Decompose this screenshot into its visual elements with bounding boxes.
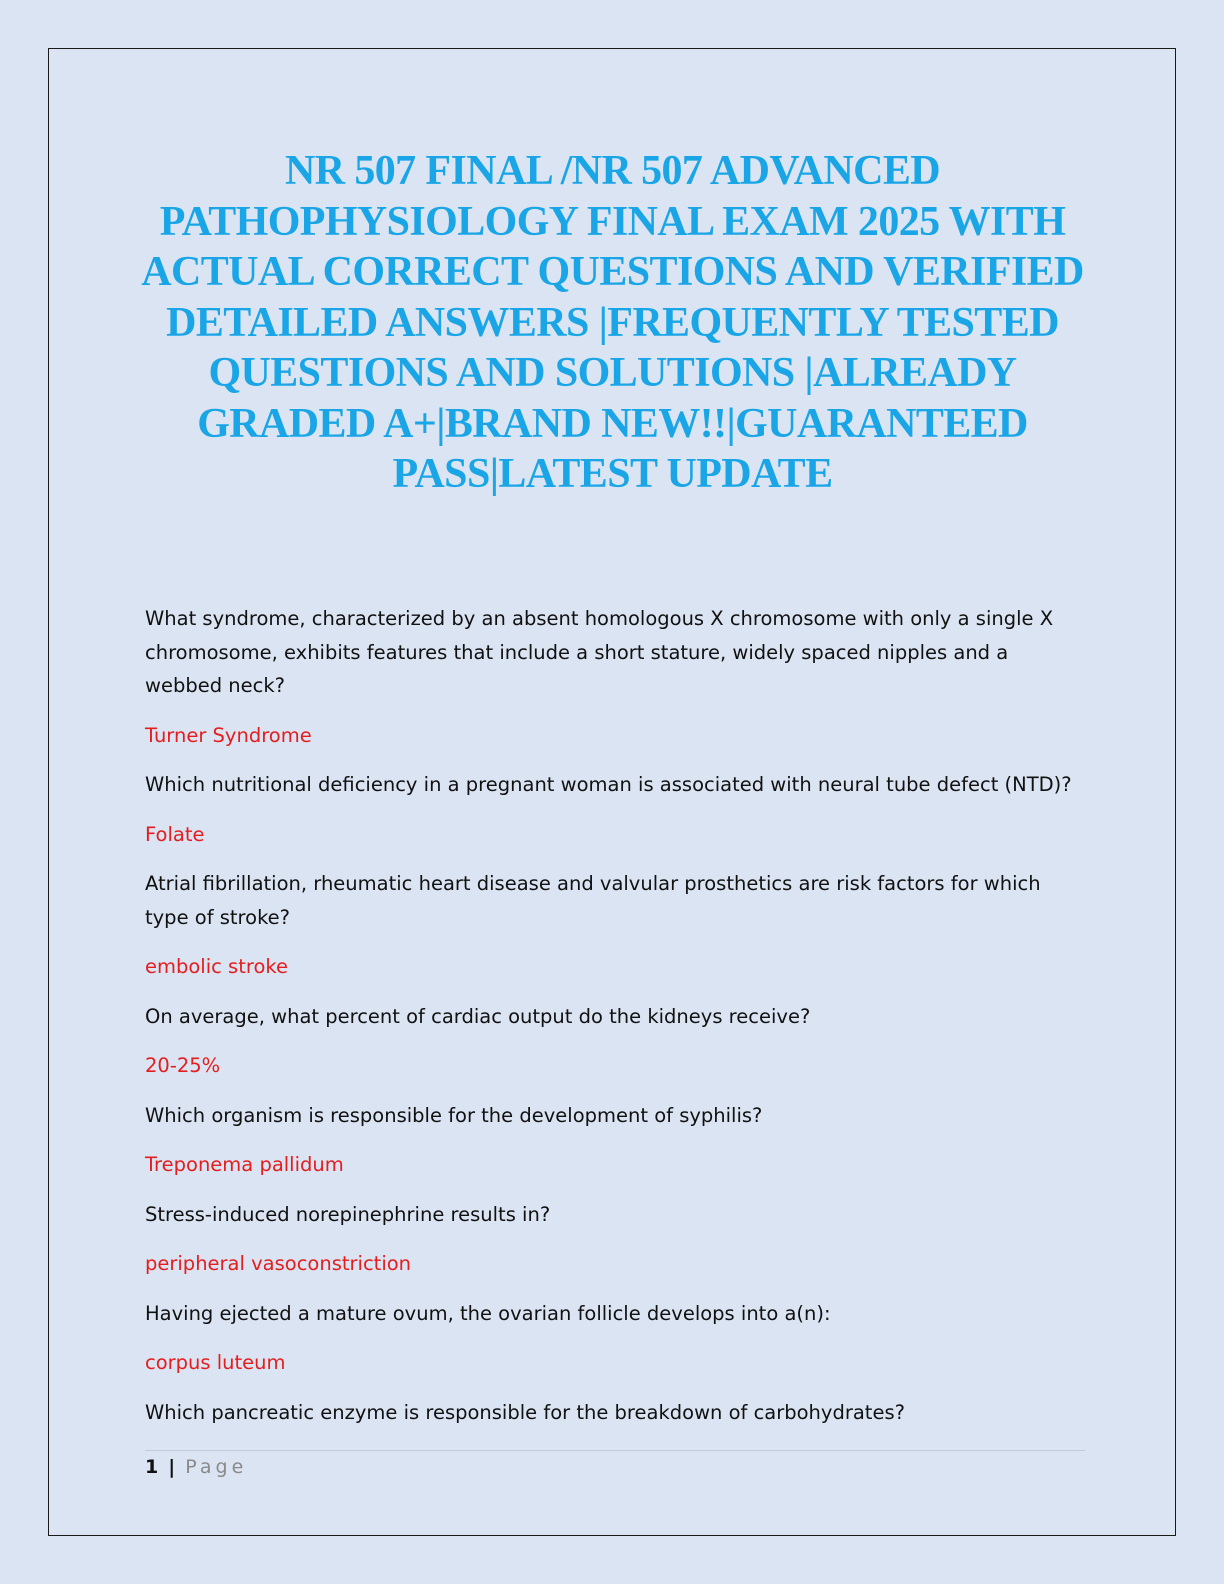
answer-1: Turner Syndrome [145,723,312,747]
question-8: Which pancreatic enzyme is responsible for the breakdown of carbohydrates? [145,1400,905,1424]
question-2: Which nutritional deficiency in a pregnant woman is associated with neural tube defect (NTD)? [145,773,1072,796]
question-1: What syndrome, characterized by an absent homologous X chromosome with only a single X chromosome, exhibits features that include a short stature, widely spaced nipples and a webbed neck? [145,607,1054,697]
page-label: Page [185,1456,248,1478]
document-title: NR 507 FINAL /NR 507 ADVANCED PATHOPHYSIOLOGY FINAL EXAM 2025 WITH ACTUAL CORRECT QUESTIONS AND VERIFIED DETAILED ANSWERS |FREQUENTLY TESTED QUESTIONS AND SOLUTIONS |ALREADY GRADED A+|BRAND NEW!!|GUARANTEED PASS|LATEST UPDATE [141,148,1084,497]
answer-6: peripheral vasoconstriction [145,1252,412,1275]
question-5: Which organism is responsible for the development of syphilis? [145,1103,763,1127]
answer-7: corpus luteum [145,1351,286,1374]
answer-3: embolic stroke [145,955,288,978]
question-3: Atrial fibrillation, rheumatic heart disease and valvular prosthetics are risk factors for which type of stroke? [145,872,1041,929]
question-4: On average, what percent of cardiac output do the kidneys receive? [145,1004,811,1028]
question-6: Stress-induced norepinephrine results in? [145,1202,551,1226]
footer-divider [145,1450,1085,1451]
question-7: Having ejected a mature ovum, the ovarian follicle develops into a(n): [145,1301,831,1325]
answer-2: Folate [145,822,205,846]
page-number: 1 [145,1456,159,1478]
answer-5: Treponema pallidum [145,1153,344,1176]
qa-list [145,602,1090,1445]
answer-4: 20-25% [145,1054,221,1077]
footer-separator: | [168,1456,176,1478]
page-footer [145,1456,247,1478]
